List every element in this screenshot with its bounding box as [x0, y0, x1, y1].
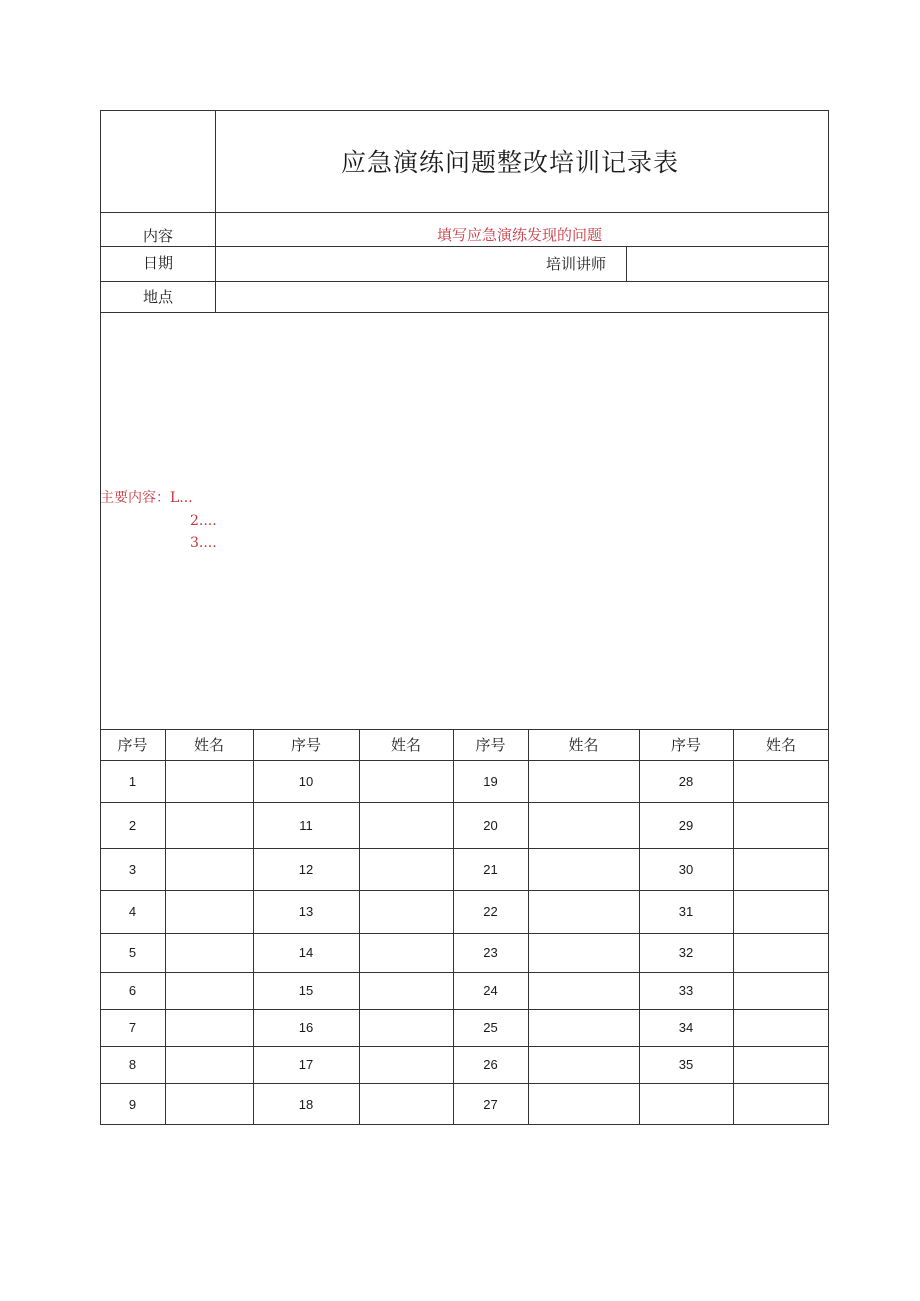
- seq-cell: 9: [128, 1096, 137, 1112]
- table-header-name: 姓名: [765, 736, 796, 754]
- seq-cell: 6: [128, 983, 137, 998]
- trainer-field[interactable]: [627, 247, 828, 281]
- seq-cell: 33: [678, 983, 694, 998]
- seq-cell: 8: [128, 1057, 137, 1072]
- seq-cell: 4: [128, 904, 137, 919]
- table-header-name: 姓名: [390, 736, 421, 754]
- seq-cell: 25: [483, 1020, 498, 1035]
- seq-cell: 20: [483, 817, 498, 833]
- seq-cell: 12: [298, 861, 314, 877]
- name-cell[interactable]: [359, 848, 453, 890]
- name-cell[interactable]: [528, 802, 639, 848]
- main-content-item-3: 3....: [190, 535, 217, 551]
- seq-cell: 10: [298, 773, 314, 789]
- name-cell[interactable]: [528, 1083, 639, 1125]
- seq-cell: 14: [298, 945, 314, 960]
- name-cell[interactable]: [528, 933, 639, 972]
- seq-cell: 7: [128, 1020, 137, 1035]
- name-cell[interactable]: [359, 890, 453, 933]
- seq-cell: 3: [128, 861, 137, 877]
- name-cell[interactable]: [528, 848, 639, 890]
- name-cell[interactable]: [359, 1083, 453, 1125]
- name-cell[interactable]: [165, 890, 253, 933]
- content-label: 内容: [143, 227, 174, 245]
- seq-cell: 30: [678, 861, 694, 877]
- name-cell[interactable]: [359, 802, 453, 848]
- seq-cell: 16: [298, 1020, 314, 1035]
- name-cell[interactable]: [359, 933, 453, 972]
- content-value[interactable]: 填写应急演练发现的问题: [437, 226, 603, 244]
- name-cell[interactable]: [165, 1046, 253, 1083]
- seq-cell: 22: [483, 904, 498, 919]
- seq-cell: 34: [678, 1020, 694, 1035]
- location-label: 地点: [143, 288, 174, 306]
- seq-cell: 15: [298, 983, 314, 998]
- name-cell[interactable]: [528, 972, 639, 1009]
- table-header-seq: 序号: [475, 736, 506, 754]
- seq-cell: 21: [483, 861, 498, 877]
- name-cell[interactable]: [528, 1009, 639, 1046]
- table-header-seq: 序号: [117, 736, 148, 754]
- main-content-label: 主要内容：L...: [100, 490, 193, 506]
- seq-cell: 13: [298, 904, 314, 919]
- table-header-seq: 序号: [670, 736, 701, 754]
- name-cell[interactable]: [733, 760, 829, 802]
- title-bottom-line: [100, 212, 829, 213]
- name-cell[interactable]: [733, 1046, 829, 1083]
- name-cell[interactable]: [359, 972, 453, 1009]
- seq-cell: 1: [128, 773, 137, 789]
- seq-cell: 29: [678, 817, 694, 833]
- name-cell[interactable]: [165, 760, 253, 802]
- seq-cell: 11: [299, 817, 313, 833]
- seq-cell: 5: [128, 945, 137, 960]
- name-cell[interactable]: [359, 1009, 453, 1046]
- table-header-name: 姓名: [568, 736, 599, 754]
- seq-cell: 24: [483, 983, 498, 998]
- name-cell[interactable]: [528, 760, 639, 802]
- seq-cell: [639, 1083, 733, 1125]
- seq-cell: 31: [678, 904, 694, 919]
- name-cell[interactable]: [733, 933, 829, 972]
- name-cell[interactable]: [165, 1009, 253, 1046]
- name-cell[interactable]: [733, 890, 829, 933]
- name-cell[interactable]: [528, 890, 639, 933]
- name-cell[interactable]: [165, 972, 253, 1009]
- seq-cell: 2: [128, 817, 137, 833]
- seq-cell: 32: [678, 945, 694, 960]
- seq-cell: 26: [483, 1057, 498, 1072]
- name-cell[interactable]: [733, 848, 829, 890]
- name-cell[interactable]: [165, 802, 253, 848]
- seq-cell: 18: [298, 1096, 314, 1112]
- main-content-item-2: 2....: [190, 513, 217, 529]
- date-label: 日期: [143, 254, 174, 272]
- seq-cell: 23: [483, 945, 498, 960]
- name-cell[interactable]: [165, 848, 253, 890]
- name-cell[interactable]: [359, 1046, 453, 1083]
- seq-cell: 35: [678, 1057, 694, 1072]
- trainer-label: 培训讲师: [546, 255, 607, 273]
- name-cell[interactable]: [733, 972, 829, 1009]
- name-cell[interactable]: [359, 760, 453, 802]
- table-header-seq: 序号: [290, 736, 321, 754]
- location-field[interactable]: [216, 282, 828, 312]
- name-cell[interactable]: [528, 1046, 639, 1083]
- name-cell[interactable]: [165, 933, 253, 972]
- table-header-name: 姓名: [193, 736, 224, 754]
- page-title: 应急演练问题整改培训记录表: [341, 148, 680, 177]
- seq-cell: 27: [483, 1096, 498, 1112]
- seq-cell: 17: [298, 1057, 314, 1072]
- name-cell[interactable]: [165, 1083, 253, 1125]
- name-cell[interactable]: [733, 802, 829, 848]
- seq-cell: 28: [678, 773, 694, 789]
- name-cell[interactable]: [733, 1083, 829, 1125]
- name-cell[interactable]: [733, 1009, 829, 1046]
- seq-cell: 19: [483, 773, 498, 789]
